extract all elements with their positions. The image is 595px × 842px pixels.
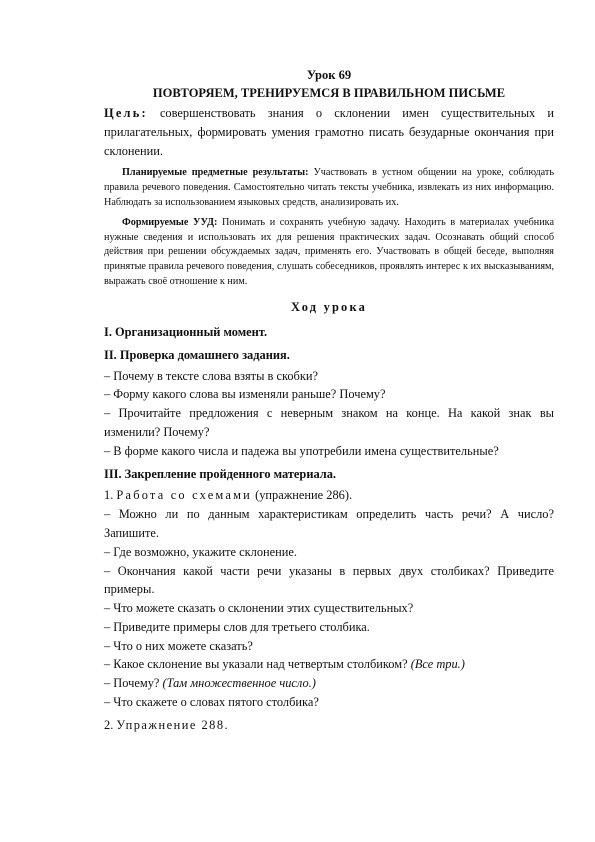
uud-text: Понимать и сохранять учебную задачу. Находить в материалах учебника нужные сведения и использовать их для решения практических задач. Осознавать общий способ действия при решении обсуждаемых задач, применять его. Участвовать в общей беседе, выполняя принятые правила речевого поведения, слушать собеседников, проявлять интерес к их высказываниям, выражать своё отношение к ним. bbox=[104, 217, 554, 287]
section-3-heading: III. Закрепление пройденного материала. bbox=[104, 466, 337, 481]
question-3-6: – Что о них можете сказать? bbox=[104, 638, 253, 653]
item-2-label: Упражнение 288. bbox=[116, 717, 230, 732]
document-page bbox=[104, 66, 554, 735]
question-why-answer: (Там множественное число.) bbox=[162, 676, 316, 691]
question-why bbox=[104, 674, 554, 693]
lesson-number: Урок 69 bbox=[306, 68, 352, 82]
goal-text: совершенствовать знания о склонении имен существительных и прилагательных, формировать умения грамотно писать безударные окончания при склонении. bbox=[104, 106, 554, 158]
item-2-number: 2. bbox=[104, 717, 114, 732]
section-2-heading: II. Проверка домашнего задания. bbox=[104, 347, 290, 362]
uud-label: Формируемые УУД: bbox=[122, 217, 218, 229]
goal-paragraph bbox=[104, 104, 554, 160]
item-1-label: Работа со схемами bbox=[116, 488, 252, 503]
question-fifth-column: – Что скажете о словах пятого столбика? bbox=[104, 695, 319, 710]
planned-paragraph bbox=[104, 166, 554, 210]
question-3-2: – Где возможно, укажите склонение. bbox=[104, 544, 298, 559]
goal-label: Цель: bbox=[104, 106, 148, 120]
question-2-2: – Форму какого слова вы изменяли раньше? Почему? bbox=[104, 387, 386, 402]
question-declension-answer: (Все три.) bbox=[410, 657, 465, 672]
question-2-1: – Почему в тексте слова взяты в скобки? bbox=[104, 368, 318, 383]
question-declension bbox=[104, 655, 554, 674]
item-2 bbox=[104, 716, 554, 735]
question-3-1: – Можно ли по данным характеристикам определить часть речи? А число? Запишите. bbox=[104, 507, 554, 540]
question-2-4: – В форме какого числа и падежа вы употребили имена существительные? bbox=[104, 443, 499, 458]
question-3-3: – Окончания какой части речи указаны в первых двух столбиках? Приведите примеры. bbox=[104, 563, 554, 597]
question-3-4: – Что можете сказать о склонении этих существительных? bbox=[104, 601, 414, 616]
question-why-text: – Почему? bbox=[104, 676, 160, 691]
planned-label: Планируемые предметные результаты: bbox=[122, 167, 309, 179]
planned-text: Участвовать в устном общении на уроке, соблюдать правила речевого поведения. Самостоятельно читать тексты учебника, извлекать из них информацию. Наблюдать за использованием языковых средств, анализировать их. bbox=[104, 167, 555, 208]
section-1-heading: I. Организационный момент. bbox=[104, 324, 268, 339]
course-heading: Ход урока bbox=[291, 300, 367, 315]
question-2-3: – Прочитайте предложения с неверным знаком на конце. На какой знак вы изменили? Почему? bbox=[104, 406, 554, 439]
item-1-note: (упражнение 286). bbox=[255, 488, 353, 503]
question-3-5: – Приведите примеры слов для третьего столбика. bbox=[104, 619, 370, 634]
item-1 bbox=[104, 486, 554, 505]
item-1-number: 1. bbox=[104, 488, 114, 503]
lesson-title: ПОВТОРЯЕМ, ТРЕНИРУЕМСЯ В ПРАВИЛЬНОМ ПИСЬМЕ bbox=[152, 86, 506, 100]
question-declension-text: – Какое склонение вы указали над четвертым столбиком? bbox=[104, 657, 408, 672]
uud-paragraph bbox=[104, 216, 554, 289]
